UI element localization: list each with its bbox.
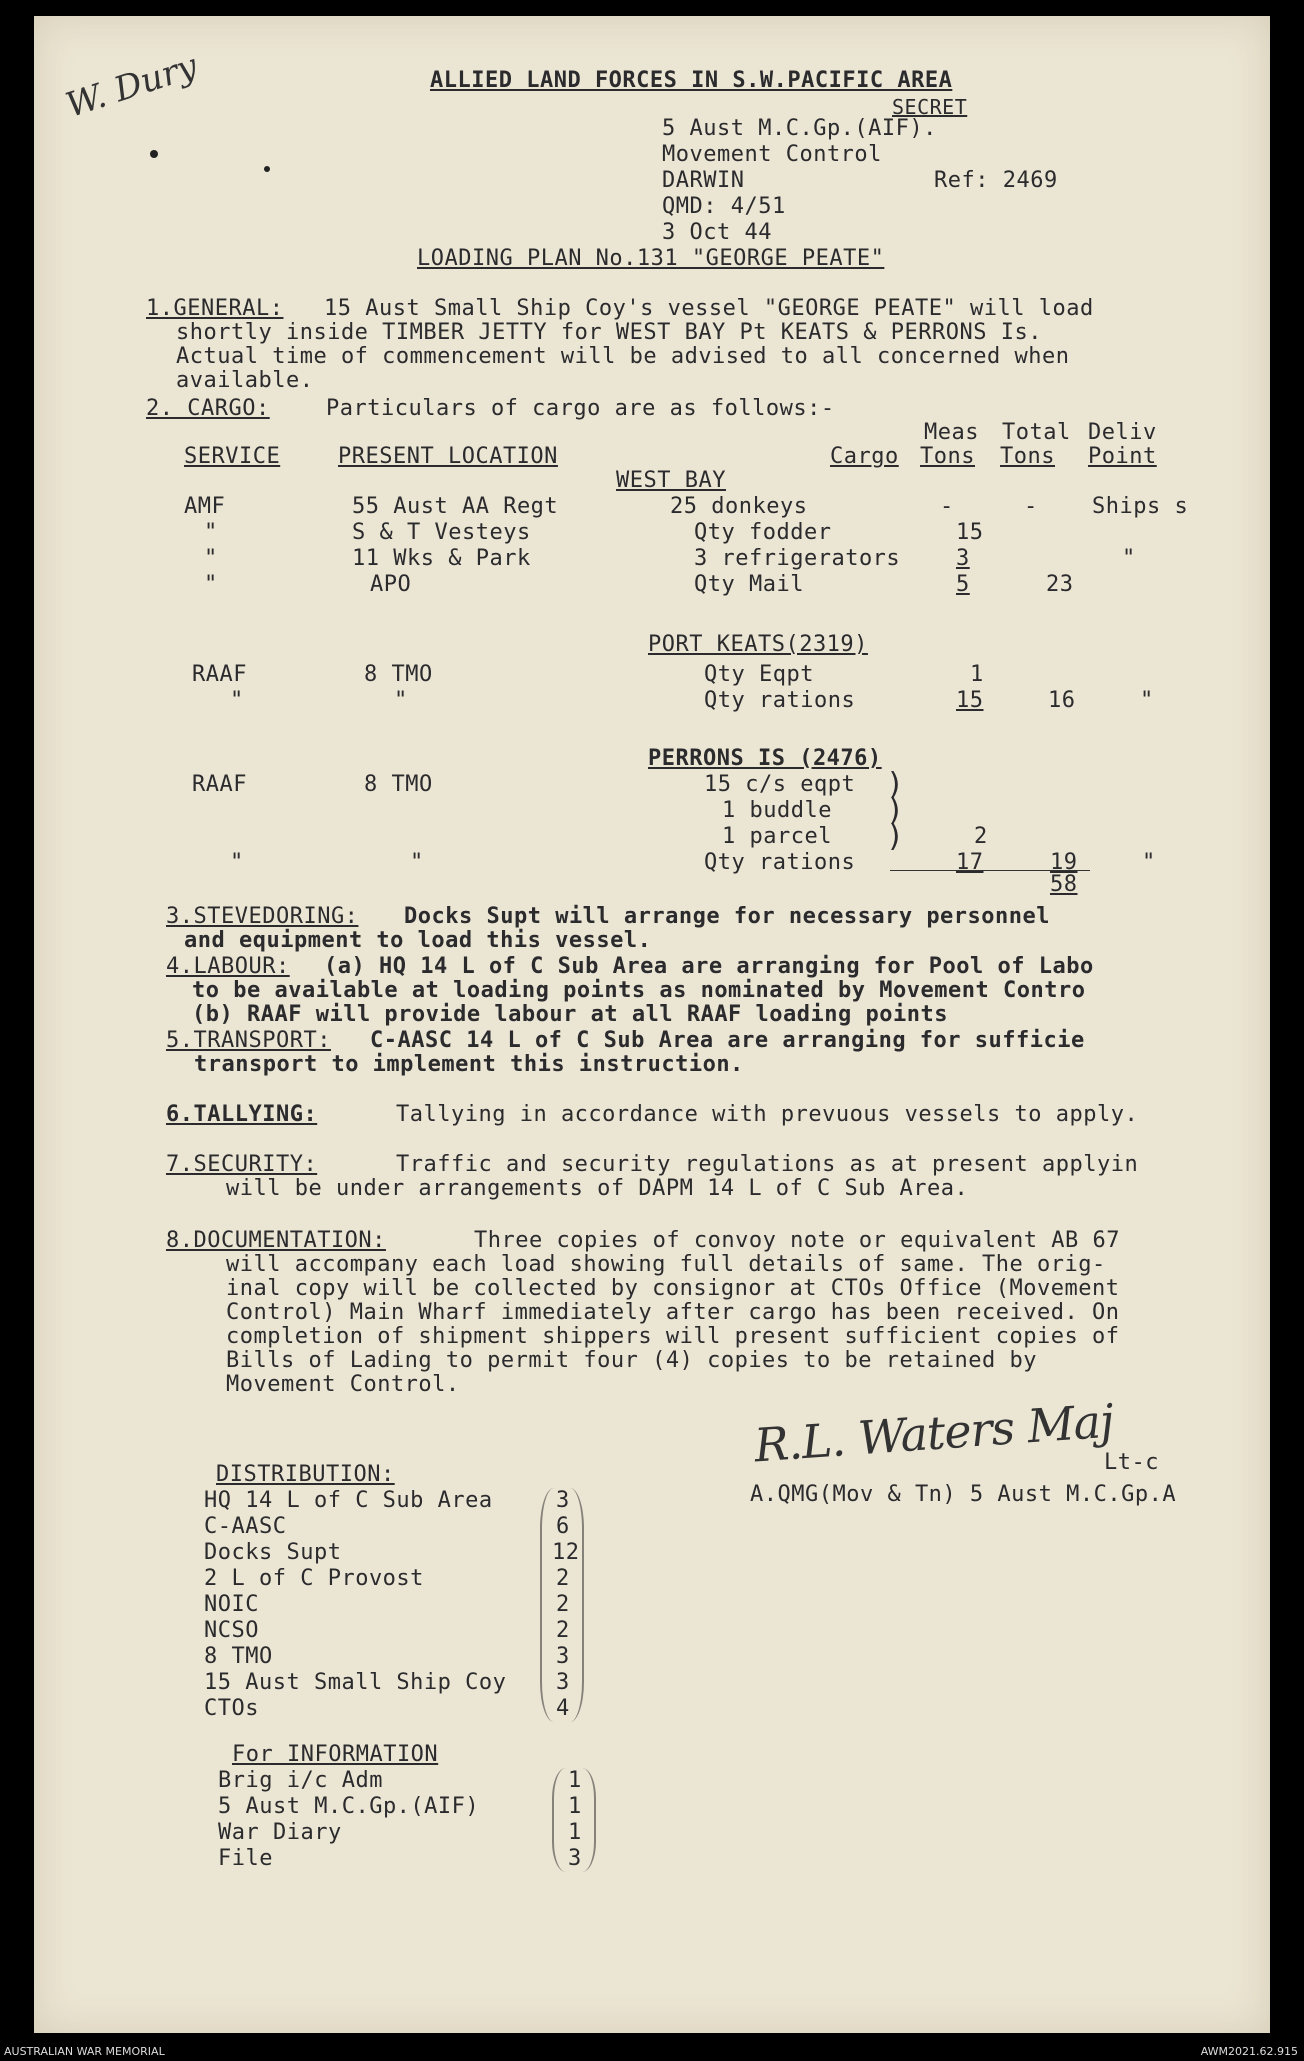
row-cargo: Qty rations [704,850,856,875]
row-meas: 2 [974,824,988,849]
list-item-copies: 3 [568,1846,582,1871]
list-item: War Diary [218,1820,342,1845]
row-cargo: 1 parcel [722,824,832,849]
row-cargo: 1 buddle [722,798,832,823]
row-meas: 5 [956,572,970,597]
footer-right: AWM2021.62.915 [1200,2045,1298,2058]
list-item: C-AASC [204,1514,287,1539]
bracket-group: ) ) ) [886,767,905,854]
place-name: DARWIN [662,168,745,193]
labour-line-1: (a) HQ 14 L of C Sub Area are arranging for Pool of Labo [324,954,1094,979]
documentation-line-2: will accompany each load showing full details of same. The orig- [226,1252,1106,1277]
list-item: 15 Aust Small Ship Coy [204,1670,507,1695]
row-meas: - [940,494,954,519]
row-service: " [230,688,244,713]
list-item-copies: 2 [556,1592,570,1617]
list-item-copies: 2 [556,1566,570,1591]
list-item-copies: 4 [556,1696,570,1721]
header-total-top: Total [1002,420,1071,445]
cargo-intro: Particulars of cargo are as follows:- [326,396,835,421]
signature-rank: Lt-c [1104,1450,1159,1475]
general-label: 1.GENERAL: [146,296,284,321]
security-line-2: will be under arrangements of DAPM 14 L of C Sub Area. [226,1176,969,1201]
row-deliv: " [1122,546,1136,571]
row-cargo: Qty rations [704,688,856,713]
row-cargo: 3 refrigerators [694,546,901,571]
row-location: S & T Vesteys [352,520,531,545]
destination-perrons-is: PERRONS IS (2476) [648,746,882,771]
stevedoring-line-1: Docks Supt will arrange for necessary personnel [404,904,1051,929]
transport-line-2: transport to implement this instruction. [194,1052,744,1077]
staple-hole [150,150,158,158]
footer-left: AUSTRALIAN WAR MEMORIAL [4,2045,165,2058]
row-service: RAAF [192,662,247,687]
unit-name: 5 Aust M.C.Gp.(AIF). [662,116,937,141]
security-label: 7.SECURITY: [166,1152,318,1177]
row-total: 19 [1050,850,1078,875]
qmd-reference: QMD: 4/51 [662,194,786,219]
row-meas: 17 [956,850,984,875]
documentation-line-6: Bills of Lading to permit four (4) copies to be retained by [226,1348,1037,1373]
labour-label: 4.LABOUR: [166,954,290,979]
row-cargo: 25 donkeys [670,494,808,519]
list-item: 8 TMO [204,1644,273,1669]
documentation-line-1: Three copies of convoy note or equivalent AB 67 [474,1228,1121,1253]
row-meas: 15 [956,520,984,545]
staple-hole [264,166,270,172]
information-brackets [552,1768,596,1872]
row-location: 8 TMO [364,662,433,687]
row-service: " [204,572,218,597]
header-meas: Tons [920,444,975,469]
list-item-copies: 1 [568,1820,582,1845]
labour-line-3: (b) RAAF will provide labour at all RAAF loading points [192,1002,948,1027]
row-service: RAAF [192,772,247,797]
row-location: 8 TMO [364,772,433,797]
header-cargo: Cargo [830,444,899,469]
row-service: AMF [184,494,226,519]
list-item: NOIC [204,1592,259,1617]
row-deliv: Ships s [1092,494,1189,519]
row-deliv: " [1140,688,1154,713]
row-service: " [230,850,244,875]
document-title: ALLIED LAND FORCES IN S.W.PACIFIC AREA [430,68,953,93]
header-deliv: Point [1088,444,1157,469]
stevedoring-line-2: and equipment to load this vessel. [184,928,652,953]
row-service: " [204,546,218,571]
transport-line-1: C-AASC 14 L of C Sub Area are arranging for sufficie [370,1028,1085,1053]
margin-note: W. Dury [61,46,203,126]
information-heading: For INFORMATION [232,1742,439,1767]
list-item-copies: 12 [552,1540,580,1565]
list-item: 2 L of C Provost [204,1566,424,1591]
row-cargo: 15 c/s eqpt [704,772,856,797]
row-meas: 1 [970,662,984,687]
list-item-copies: 3 [556,1670,570,1695]
distribution-heading: DISTRIBUTION: [216,1462,395,1487]
row-meas: 3 [956,546,970,571]
list-item: 5 Aust M.C.Gp.(AIF) [218,1794,480,1819]
header-service: SERVICE [184,444,281,469]
general-line-4: available. [176,368,314,393]
total-rule [890,870,1090,871]
list-item-copies: 6 [556,1514,570,1539]
plan-title: LOADING PLAN No.131 "GEORGE PEATE" [417,246,885,271]
general-line-1: 15 Aust Small Ship Coy's vessel "GEORGE PEATE" will load [324,296,1094,321]
row-service: " [204,520,218,545]
documentation-line-4: Control) Main Wharf immediately after cargo has been received. On [226,1300,1120,1325]
row-total: 16 [1048,688,1076,713]
document-sheet [34,16,1270,2033]
list-item-copies: 3 [556,1644,570,1669]
security-line-1: Traffic and security regulations as at present applyin [396,1152,1139,1177]
list-item-copies: 1 [568,1794,582,1819]
list-item: File [218,1846,273,1871]
list-item: Brig i/c Adm [218,1768,383,1793]
row-location: 11 Wks & Park [352,546,531,571]
list-item-copies: 1 [568,1768,582,1793]
documentation-label: 8.DOCUMENTATION: [166,1228,386,1253]
documentation-line-5: completion of shipment shippers will present sufficient copies of [226,1324,1120,1349]
row-total: - [1024,494,1038,519]
cargo-label: 2. CARGO: [146,396,270,421]
reference-number: Ref: 2469 [934,168,1058,193]
destination-west-bay: WEST BAY [616,468,726,493]
header-total: Tons [1000,444,1055,469]
row-deliv: " [1142,850,1156,875]
row-cargo: Qty Mail [694,572,804,597]
branch-name: Movement Control [662,142,882,167]
destination-port-keats: PORT KEATS(2319) [648,632,868,657]
list-item: NCSO [204,1618,259,1643]
labour-line-2: to be available at loading points as nominated by Movement Contro [192,978,1086,1003]
list-item: CTOs [204,1696,259,1721]
documentation-line-3: inal copy will be collected by consignor at CTOs Office (Movement [226,1276,1120,1301]
row-total: 23 [1046,572,1074,597]
header-location: PRESENT LOCATION [338,444,558,469]
row-location: " [410,850,424,875]
tallying-line-1: Tallying in accordance with prevuous vessels to apply. [396,1102,1139,1127]
header-deliv-top: Deliv [1088,420,1157,445]
row-cargo: Qty fodder [694,520,832,545]
list-item-copies: 2 [556,1618,570,1643]
row-cargo: Qty Eqpt [704,662,814,687]
header-meas-top: Meas [924,420,979,445]
stevedoring-label: 3.STEVEDORING: [166,904,359,929]
grand-total: 58 [1050,872,1078,897]
tallying-label: 6.TALLYING: [166,1102,318,1127]
secret-stamp: SECRET [892,95,968,119]
signature-title: A.QMG(Mov & Tn) 5 Aust M.C.Gp.A [750,1482,1177,1507]
distribution-brackets [540,1488,584,1722]
transport-label: 5.TRANSPORT: [166,1028,331,1053]
list-item: Docks Supt [204,1540,342,1565]
document-date: 3 Oct 44 [662,220,772,245]
row-location: " [394,688,408,713]
general-line-3: Actual time of commencement will be advised to all concerned when [176,344,1070,369]
signature-scrawl: R.L. Waters Maj [752,1393,1115,1473]
row-location: 55 Aust AA Regt [352,494,559,519]
list-item: HQ 14 L of C Sub Area [204,1488,493,1513]
list-item-copies: 3 [556,1488,570,1513]
general-line-2: shortly inside TIMBER JETTY for WEST BAY Pt KEATS & PERRONS Is. [176,320,1042,345]
row-location: APO [370,572,412,597]
documentation-line-7: Movement Control. [226,1372,460,1397]
row-meas: 15 [956,688,984,713]
